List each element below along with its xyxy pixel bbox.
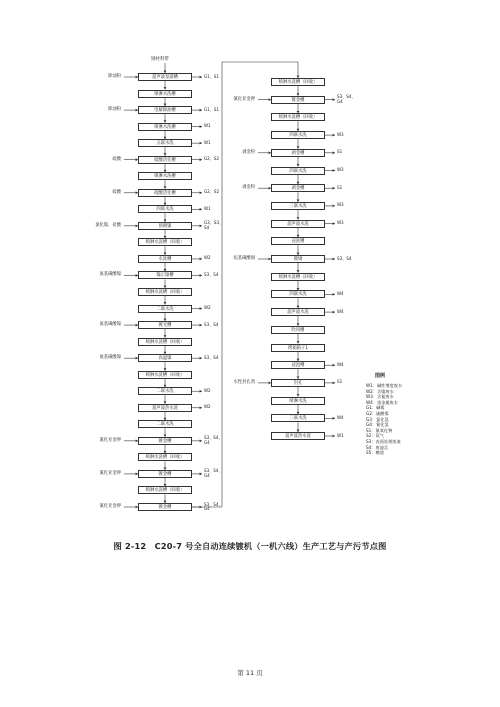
legend-title: 图例 bbox=[375, 373, 386, 379]
left-step-box: 高温镍 bbox=[138, 354, 192, 362]
left-output-label: S3、S4、 G4 bbox=[204, 435, 223, 445]
left-step-box: 镀金槽 bbox=[138, 470, 192, 478]
left-output-label: W1 bbox=[204, 139, 211, 145]
legend-item: S1：氰氧化物 bbox=[366, 427, 393, 433]
right-output-label: S1 bbox=[337, 149, 343, 155]
right-step-box: 喷淋水洗槽（回收） bbox=[271, 78, 325, 86]
left-input-label: 除油粉 bbox=[108, 107, 121, 113]
right-output-arrow bbox=[333, 222, 335, 225]
right-output-arrow bbox=[333, 187, 335, 190]
right-output-label: W4 bbox=[337, 308, 344, 314]
left-step-box: 喷淋水洗槽（回收） bbox=[138, 288, 192, 296]
page-number: 第 11 页 bbox=[237, 669, 263, 677]
left-step-box: 二联水洗 bbox=[138, 387, 192, 395]
left-output-label: G3、S3、 S4 bbox=[204, 220, 224, 230]
left-output-arrow bbox=[200, 390, 202, 393]
right-step-box: 剥金槽 bbox=[271, 149, 325, 157]
left-output-arrow bbox=[200, 191, 202, 194]
left-step-box: 四联水洗 bbox=[138, 205, 192, 213]
left-input-label: 硫酸 bbox=[112, 189, 121, 195]
legend-item: G1：碱雾 bbox=[366, 405, 385, 411]
right-output-label: S3、S4、 G4 bbox=[337, 94, 356, 104]
top-label: 钢材料带 bbox=[151, 57, 169, 62]
right-output-label: W3 bbox=[337, 131, 344, 137]
legend-item: W3：含氰废水 bbox=[366, 394, 394, 400]
legend-item: G2：硫酸雾 bbox=[366, 411, 389, 416]
left-output-label: W2 bbox=[204, 255, 211, 261]
right-output-arrow bbox=[333, 311, 335, 314]
right-step-box: 剥金槽 bbox=[271, 184, 325, 192]
right-output-arrow bbox=[333, 98, 335, 101]
left-output-label: G1、S1 bbox=[204, 73, 220, 79]
left-output-label: S3、S4 bbox=[204, 354, 219, 360]
right-step-box: 三联水洗 bbox=[271, 202, 325, 210]
right-output-label: S1 bbox=[337, 379, 343, 385]
right-output-label: W3 bbox=[337, 202, 344, 208]
left-output-arrow bbox=[200, 109, 202, 112]
left-input-label: 氨基磺酸镍 bbox=[99, 272, 121, 278]
legend-item: G3：氯化氢 bbox=[366, 416, 389, 422]
right-step-box: 超声波热水洗 bbox=[271, 432, 325, 440]
right-output-arrow bbox=[333, 417, 335, 420]
left-step-box: 超声波热水洗 bbox=[138, 404, 192, 412]
left-input-label: 氯化镍、盐酸 bbox=[95, 222, 121, 228]
legend-item: S2：氨气 bbox=[366, 433, 384, 439]
right-step-box: 浸泡槽 bbox=[271, 361, 325, 369]
left-step-box: 硫酸活化槽 bbox=[138, 156, 192, 164]
right-step-box: 镀锡 bbox=[271, 255, 325, 263]
left-input-label: 氰化亚金钾 bbox=[99, 470, 121, 476]
right-output-label: W3 bbox=[337, 220, 344, 226]
left-step-box: 二联水洗 bbox=[138, 420, 192, 428]
right-output-label: W4 bbox=[337, 290, 344, 296]
left-input-label: 除油粉 bbox=[108, 74, 121, 79]
left-output-label: G2、S2 bbox=[204, 156, 220, 162]
left-output-arrow bbox=[200, 142, 202, 145]
right-step-box: 浸洗槽 bbox=[271, 237, 325, 245]
right-step-box: 喷淋水洗槽（回收） bbox=[271, 113, 325, 121]
right-input-label: 水性封孔剂 bbox=[233, 379, 255, 385]
left-step-box: 镀金槽 bbox=[138, 437, 192, 445]
right-step-box: 镀金槽 bbox=[271, 96, 325, 104]
left-output-label: S3、S4、 G4 bbox=[204, 468, 223, 479]
figure-caption: 图 2-12 C20-7 号全自动连续镀机（一机六线）生产工艺与产污节点图 bbox=[113, 541, 387, 551]
left-output-label: S3、S4 bbox=[204, 321, 219, 327]
legend-item: W4：重金属废水 bbox=[366, 399, 398, 405]
right-input-label: 剥金粉 bbox=[242, 149, 255, 155]
right-output-arrow bbox=[333, 205, 335, 208]
right-output-arrow bbox=[333, 258, 335, 261]
legend-item: W2：含镍废水 bbox=[366, 388, 394, 394]
left-step-box: 超声波泵浦槽 bbox=[138, 73, 192, 81]
left-input-label: 氰化亚金钾 bbox=[99, 504, 121, 509]
right-output-arrow bbox=[333, 169, 335, 172]
left-step-box: 硫酸活化槽 bbox=[138, 189, 192, 197]
left-input-label: 氨基磺酸镍 bbox=[99, 322, 121, 328]
right-output-label: W4 bbox=[337, 361, 344, 367]
left-step-box: 喷淋水洗槽（回收） bbox=[138, 338, 192, 346]
right-step-box: 三联水洗 bbox=[271, 414, 325, 422]
legend-item: S5：槽渣 bbox=[366, 450, 384, 456]
legend-item: W1：碱性增度废水 bbox=[366, 383, 403, 388]
left-output-arrow bbox=[200, 439, 202, 442]
right-step-box: 烤箱箱子1 bbox=[271, 344, 325, 352]
right-step-box: 喷淋水洗槽（回收） bbox=[271, 273, 325, 281]
left-output-label: W1 bbox=[204, 123, 211, 129]
right-output-arrow bbox=[333, 364, 335, 367]
right-output-arrow bbox=[333, 151, 335, 154]
left-output-label: S3、S4 bbox=[204, 271, 219, 277]
right-output-arrow bbox=[333, 293, 335, 296]
left-output-arrow bbox=[200, 406, 202, 409]
left-output-label: G1、S1 bbox=[204, 106, 220, 112]
right-step-box: 四联水洗 bbox=[271, 290, 325, 298]
left-step-box: 镍正镍槽 bbox=[138, 271, 192, 279]
left-output-arrow bbox=[200, 224, 202, 227]
legend-item: G4：氰化氢 bbox=[366, 422, 389, 428]
right-input-label: 剥金粉 bbox=[242, 185, 255, 191]
left-input-label: 氨基磺酸镍 bbox=[99, 355, 121, 361]
right-step-box: 吹风槽 bbox=[271, 326, 325, 334]
left-step-box: 喷淋水洗槽 bbox=[138, 172, 192, 180]
right-step-box: 四联水洗 bbox=[271, 131, 325, 139]
left-output-label: G2、S2 bbox=[204, 189, 220, 195]
right-step-box: 四联水洗 bbox=[271, 167, 325, 175]
left-step-box: 喷淋水洗槽（回收） bbox=[138, 238, 192, 246]
right-output-label: S3、S4 bbox=[337, 255, 352, 261]
left-output-arrow bbox=[200, 307, 202, 310]
right-step-box: 喷淋水洗 bbox=[271, 397, 325, 405]
left-output-arrow bbox=[200, 357, 202, 360]
left-output-arrow bbox=[200, 473, 202, 476]
left-output-arrow bbox=[200, 125, 202, 128]
right-output-arrow bbox=[333, 435, 335, 438]
right-output-label: W3 bbox=[337, 167, 344, 172]
left-step-box: 电解除油槽 bbox=[138, 106, 192, 114]
left-output-label: W1 bbox=[204, 205, 211, 211]
left-output-arrow bbox=[200, 208, 202, 211]
left-output-arrow bbox=[200, 324, 202, 327]
right-output-label: W4 bbox=[337, 414, 344, 420]
right-output-arrow bbox=[333, 382, 335, 385]
legend-item: S3：表面处理废液 bbox=[366, 439, 401, 444]
right-step-box: 超声波水洗 bbox=[271, 220, 325, 228]
left-output-label: S3、S4、 G4 bbox=[204, 501, 223, 512]
left-step-box: 喷淋水洗槽 bbox=[138, 123, 192, 131]
left-output-arrow bbox=[200, 76, 202, 79]
left-step-box: 喷淋水洗槽（回收） bbox=[138, 453, 192, 461]
left-step-box: 五联水洗 bbox=[138, 139, 192, 147]
left-output-label: W2 bbox=[204, 404, 211, 410]
right-step-box: 超声波水洗 bbox=[271, 308, 325, 316]
left-step-box: 喷淋水洗槽 bbox=[138, 90, 192, 98]
right-input-label: 烷基磺酸锡 bbox=[233, 256, 255, 261]
left-step-box: 预镀镍 bbox=[138, 222, 192, 230]
left-step-box: 喷淋水洗槽（回收） bbox=[138, 486, 192, 494]
left-output-arrow bbox=[200, 158, 202, 161]
right-output-arrow bbox=[333, 134, 335, 137]
left-step-box: 喷淋水洗槽（回收） bbox=[138, 371, 192, 379]
left-output-label: W2 bbox=[204, 387, 211, 393]
left-step-box: 镀光槽 bbox=[138, 321, 192, 329]
left-step-box: 二联水洗 bbox=[138, 305, 192, 313]
left-input-label: 硫酸 bbox=[112, 156, 121, 162]
right-step-box: 封孔 bbox=[271, 379, 325, 387]
right-output-label: S1 bbox=[337, 184, 343, 190]
right-output-label: W1 bbox=[337, 432, 344, 438]
left-output-arrow bbox=[200, 274, 202, 277]
left-step-box: 镀金槽 bbox=[138, 503, 192, 511]
left-output-label: W2 bbox=[204, 305, 211, 311]
left-step-box: 水洗槽 bbox=[138, 255, 192, 263]
legend-item: S4：废滤芯 bbox=[366, 444, 389, 450]
left-input-label: 氰化亚金钾 bbox=[99, 437, 121, 443]
right-input-label: 氰化亚金钾 bbox=[233, 96, 255, 102]
